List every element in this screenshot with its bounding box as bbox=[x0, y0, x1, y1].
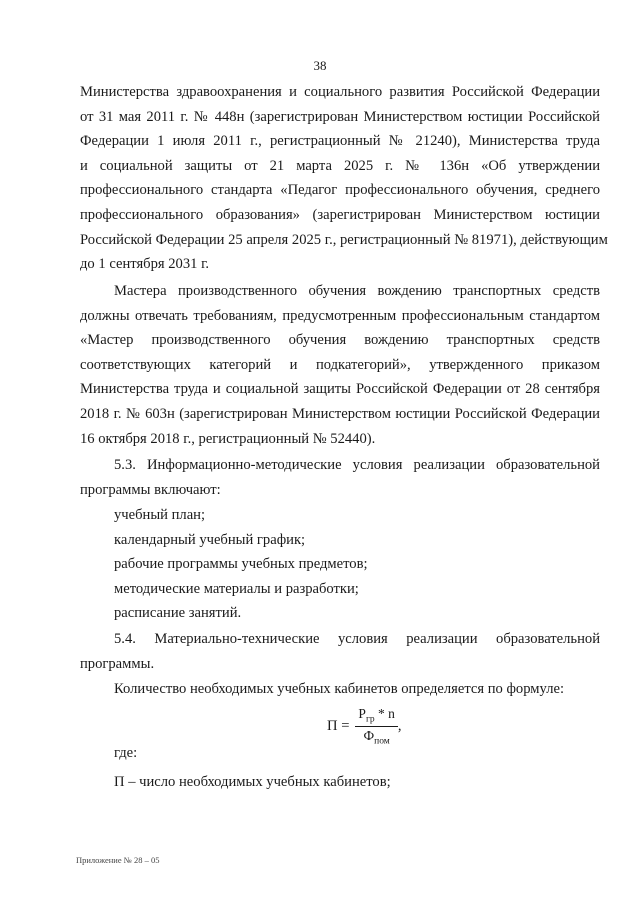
list-item: методические материалы и разработки; bbox=[114, 580, 359, 597]
page-number: 38 bbox=[313, 58, 327, 73]
formula-comma: , bbox=[397, 717, 402, 734]
text-line: Министерства труда и социальной защиты Российской Федерации от 28 сентября bbox=[80, 381, 600, 398]
text-line: и социальной защиты от 21 марта 2025 г. № 136н «Об утверждении bbox=[80, 157, 600, 174]
text-line: профессионального образования» (зарегистрирован Министерством юстиции bbox=[80, 206, 600, 223]
text-line: 16 октября 2018 г., регистрационный № 52440). bbox=[80, 430, 376, 447]
text-line: профессионального стандарта «Педагог профессионального обучения, среднего bbox=[80, 182, 600, 199]
paragraph-regulations bbox=[80, 80, 608, 277]
list-item: учебный план; bbox=[114, 507, 206, 523]
list-item: календарный учебный график; bbox=[114, 531, 306, 548]
text-line: программы. bbox=[80, 655, 155, 672]
text-line: Мастера производственного обучения вождению транспортных средств bbox=[114, 283, 600, 299]
text-line: соответствующих категорий и подкатегорий», утвержденного приказом bbox=[80, 356, 600, 373]
text-line: Количество необходимых учебных кабинетов определяется по формуле: bbox=[114, 681, 565, 697]
section-5-4 bbox=[80, 627, 600, 676]
text-line: «Мастер производственного обучения вождению транспортных средств bbox=[80, 332, 600, 349]
text-line: должны отвечать требованиям, предусмотренным профессиональным стандартом bbox=[80, 307, 600, 324]
formula-where bbox=[80, 741, 600, 766]
formula-lhs: П = bbox=[327, 717, 350, 734]
text-line: П – число необходимых учебных кабинетов; bbox=[114, 774, 391, 790]
text-line: 2018 г. № 603н (зарегистрирован Министерством юстиции Российской Федерации bbox=[80, 405, 600, 422]
formula-num-rest: * n bbox=[374, 706, 395, 721]
formula-den-subscript: пом bbox=[374, 736, 390, 747]
formula-numerator bbox=[355, 706, 397, 727]
formula-intro bbox=[80, 677, 600, 702]
text-line: где: bbox=[114, 745, 138, 761]
text-line: до 1 сентября 2031 г. bbox=[80, 256, 210, 273]
formula-num-symbol: P bbox=[358, 706, 366, 721]
section-5-3 bbox=[80, 453, 600, 502]
list-item: рабочие программы учебных предметов; bbox=[114, 556, 368, 573]
formula-den-symbol: Ф bbox=[363, 727, 375, 743]
formula-definition bbox=[80, 770, 600, 795]
section-heading: 5.4. Материально-технические условия реализации образовательной bbox=[114, 631, 600, 647]
section-heading: 5.3. Информационно-методические условия реализации образовательной bbox=[114, 457, 600, 473]
page-footer: Приложение № 28 – 05 bbox=[76, 855, 160, 865]
text-line: программы включают: bbox=[80, 481, 221, 498]
text-line: Министерства здравоохранения и социального развития Российской Федерации bbox=[80, 84, 600, 100]
text-line: Федерации 1 июля 2011 г., регистрационный № 21240), Министерства труда bbox=[80, 133, 600, 150]
text-line: Российской Федерации 25 апреля 2025 г., регистрационный № 81971), действующим bbox=[80, 231, 608, 248]
formula-num-subscript: гр bbox=[365, 714, 375, 725]
conditions-list bbox=[80, 503, 600, 626]
list-item: расписание занятий. bbox=[114, 605, 242, 622]
text-line: от 31 мая 2011 г. № 448н (зарегистрирован Министерством юстиции Российской bbox=[80, 108, 600, 125]
paragraph-driving-instructors bbox=[80, 279, 600, 451]
